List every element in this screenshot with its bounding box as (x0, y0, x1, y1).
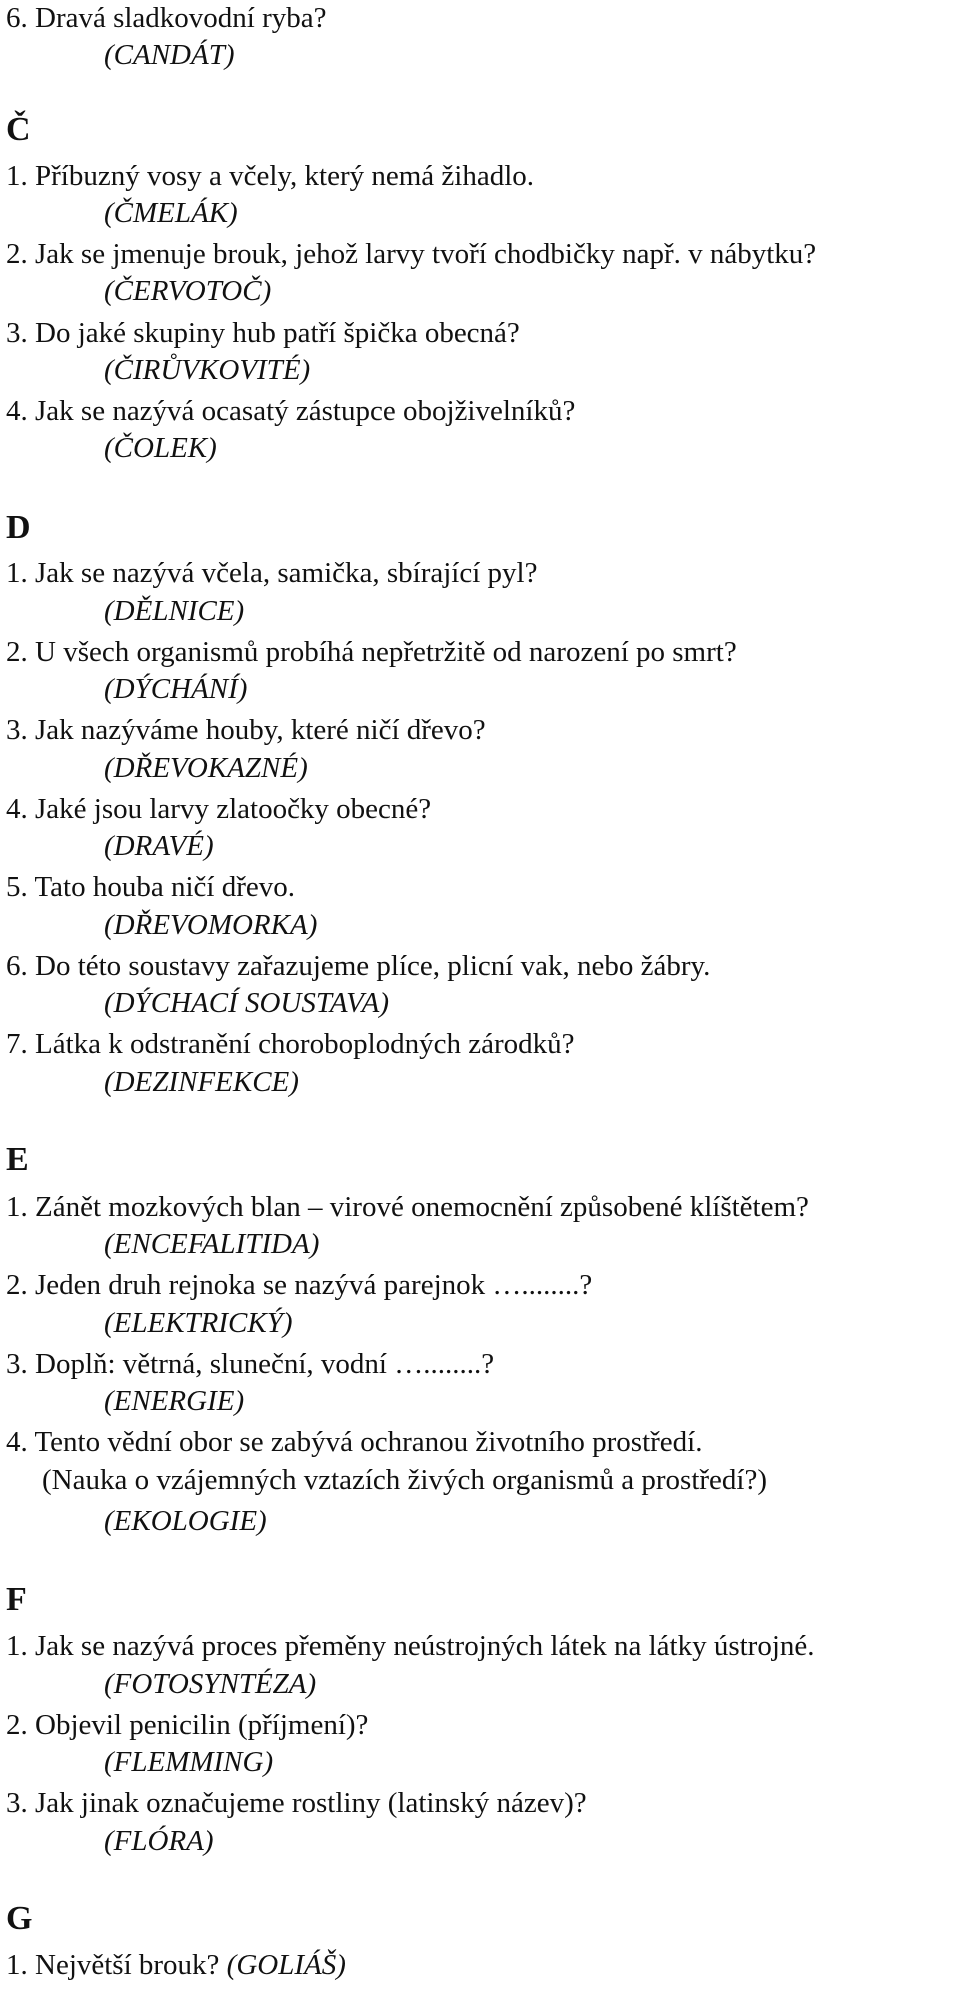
answer-line: (DÝCHÁNÍ) (104, 673, 248, 705)
question-line: 1. Zánět mozkových blan – virové onemocnění způsobené klíštětem? (6, 1191, 809, 1223)
question-line: 6. Dravá sladkovodní ryba? (6, 2, 327, 34)
question-line: 4. Tento vědní obor se zabývá ochranou životního prostředí. (6, 1426, 703, 1458)
answer-line: (DEZINFEKCE) (104, 1066, 299, 1098)
question-line: 3. Jak nazýváme houby, které ničí dřevo? (6, 714, 486, 746)
question-line: 4. Jaké jsou larvy zlatoočky obecné? (6, 793, 432, 825)
question-line: 3. Jak jinak označujeme rostliny (latinský název)? (6, 1787, 587, 1819)
section-heading: D (6, 509, 31, 546)
answer-line: (ELEKTRICKÝ) (104, 1307, 293, 1339)
question-line: 5. Tato houba ničí dřevo. (6, 871, 295, 903)
question-line: 6. Do této soustavy zařazujeme plíce, plicní vak, nebo žábry. (6, 950, 711, 982)
answer-line: (FLÓRA) (104, 1825, 214, 1857)
answer-line: (ČMELÁK) (104, 197, 238, 229)
answer-line: (DRAVÉ) (104, 830, 214, 862)
answer-line: (ČOLEK) (104, 432, 217, 464)
answer-line: (DĚLNICE) (104, 595, 245, 627)
question-line: 2. Jak se jmenuje brouk, jehož larvy tvoří chodbičky např. v nábytku? (6, 238, 817, 270)
answer-inline: (GOLIÁŠ) (226, 1949, 346, 1981)
answer-line: (FOTOSYNTÉZA) (104, 1668, 317, 1700)
section-heading: Č (6, 111, 31, 148)
question-line: 4. Jak se nazývá ocasatý zástupce obojživelníků? (6, 395, 576, 427)
answer-line: (CANDÁT) (104, 39, 235, 71)
answer-line: (ČIRŮVKOVITÉ) (104, 354, 311, 386)
answer-line: (ENCEFALITIDA) (104, 1228, 320, 1260)
answer-line: (FLEMMING) (104, 1746, 274, 1778)
section-heading: G (6, 1900, 33, 1937)
question-line: 2. Objevil penicilin (příjmení)? (6, 1709, 369, 1741)
section-heading: F (6, 1581, 27, 1618)
question-line: 3. Do jaké skupiny hub patří špička obecná? (6, 317, 520, 349)
answer-line: (ČERVOTOČ) (104, 275, 272, 307)
question-text: 1. Největší brouk? (6, 1949, 220, 1981)
question-line: 1. Jak se nazývá včela, samička, sbírající pyl? (6, 557, 538, 589)
answer-line: (ENERGIE) (104, 1385, 245, 1417)
question-line (6, 1947, 346, 1983)
question-note: (Nauka o vzájemných vztazích živých organismů a prostředí?) (42, 1464, 767, 1496)
answer-line: (DŘEVOMORKA) (104, 909, 318, 941)
question-line: 7. Látka k odstranění choroboplodných zárodků? (6, 1028, 575, 1060)
section-heading: E (6, 1141, 29, 1178)
answer-line: (DÝCHACÍ SOUSTAVA) (104, 987, 390, 1019)
answer-line: (DŘEVOKAZNÉ) (104, 752, 308, 784)
question-line: 1. Jak se nazývá proces přeměny neústrojných látek na látky ústrojné. (6, 1630, 815, 1662)
question-line: 2. Jeden druh rejnoka se nazývá parejnok …........? (6, 1269, 593, 1301)
question-line: 3. Doplň: větrná, sluneční, vodní …........? (6, 1348, 495, 1380)
question-line: 1. Příbuzný vosy a včely, který nemá žihadlo. (6, 160, 535, 192)
answer-line: (EKOLOGIE) (104, 1505, 267, 1537)
question-line: 2. U všech organismů probíhá nepřetržitě od narození po smrt? (6, 636, 737, 668)
